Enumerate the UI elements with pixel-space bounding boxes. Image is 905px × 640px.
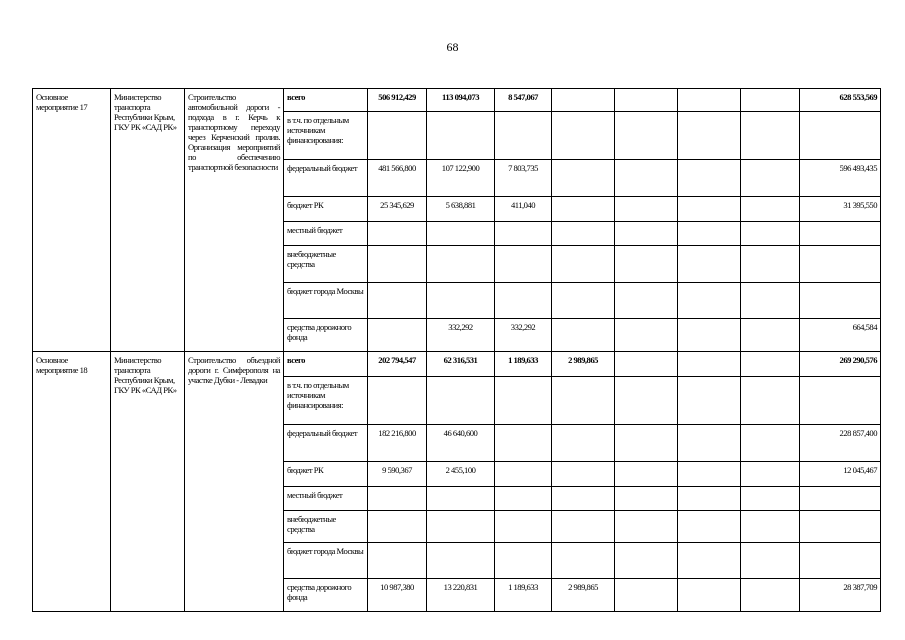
value-col-5 — [615, 425, 678, 462]
value-col-6 — [678, 222, 741, 246]
value-col-7 — [741, 197, 800, 222]
category-extrabudget: внебюджетные средства — [284, 246, 368, 283]
value-col-7 — [741, 222, 800, 246]
category-total: всего — [284, 352, 368, 377]
value-col-4 — [552, 543, 615, 579]
value-col-1 — [368, 246, 427, 283]
value-col-7 — [741, 160, 800, 197]
value-col-1: 25 345,629 — [368, 197, 427, 222]
value-col-7 — [741, 283, 800, 319]
value-col-2 — [427, 511, 495, 543]
category-local: местный бюджет — [284, 487, 368, 511]
value-col-4 — [552, 377, 615, 425]
value-col-3 — [495, 246, 552, 283]
value-col-5 — [615, 246, 678, 283]
value-col-2: 5 638,881 — [427, 197, 495, 222]
value-col-3: 411,040 — [495, 197, 552, 222]
value-col-6 — [678, 352, 741, 377]
category-breakdown: в т.ч. по отдельным источникам финансирования: — [284, 377, 368, 425]
category-extrabudget: внебюджетные средства — [284, 511, 368, 543]
value-col-1 — [368, 222, 427, 246]
value-col-2 — [427, 487, 495, 511]
value-col-5 — [615, 160, 678, 197]
value-col-3 — [495, 377, 552, 425]
value-total: 664,584 — [800, 319, 881, 352]
value-total: 12 045,467 — [800, 462, 881, 487]
event-description: Строительство объездной дороги г. Симферополя на участке Дубки - Левадки — [185, 352, 284, 612]
value-col-2 — [427, 377, 495, 425]
value-col-5 — [615, 283, 678, 319]
value-col-2: 2 455,100 — [427, 462, 495, 487]
value-col-6 — [678, 462, 741, 487]
value-col-7 — [741, 89, 800, 112]
table-row — [33, 352, 881, 377]
value-col-6 — [678, 89, 741, 112]
value-col-3: 1 189,633 — [495, 579, 552, 612]
budget-table — [32, 88, 881, 612]
value-col-1 — [368, 319, 427, 352]
value-col-4 — [552, 222, 615, 246]
value-total: 269 290,576 — [800, 352, 881, 377]
value-col-1: 182 216,800 — [368, 425, 427, 462]
value-col-1 — [368, 511, 427, 543]
value-col-7 — [741, 511, 800, 543]
value-col-6 — [678, 579, 741, 612]
value-col-6 — [678, 487, 741, 511]
value-col-5 — [615, 579, 678, 612]
value-col-1 — [368, 377, 427, 425]
value-total — [800, 112, 881, 160]
value-col-2: 113 094,073 — [427, 89, 495, 112]
value-col-3: 8 547,067 — [495, 89, 552, 112]
value-col-6 — [678, 319, 741, 352]
value-col-4 — [552, 89, 615, 112]
category-rk: бюджет РК — [284, 197, 368, 222]
value-col-2 — [427, 543, 495, 579]
value-col-6 — [678, 246, 741, 283]
value-col-3 — [495, 462, 552, 487]
event-executor: Министерство транспорта Республики Крым, ГКУ РК «САД РК» — [111, 352, 185, 612]
value-col-5 — [615, 377, 678, 425]
value-col-3 — [495, 487, 552, 511]
value-col-3: 7 803,735 — [495, 160, 552, 197]
value-total: 628 553,569 — [800, 89, 881, 112]
event-description: Строительство автомобильной дороги - подхода в г. Керчь к транспортному переходу через Керченский пролив. Организация мероприятий по обеспечению транспортной безопасности — [185, 89, 284, 352]
value-col-2 — [427, 112, 495, 160]
value-col-4 — [552, 425, 615, 462]
event-name: Основное мероприятие 18 — [33, 352, 111, 612]
value-total: 31 395,550 — [800, 197, 881, 222]
value-col-4 — [552, 283, 615, 319]
value-col-4: 2 989,865 — [552, 352, 615, 377]
value-col-6 — [678, 197, 741, 222]
value-col-5 — [615, 487, 678, 511]
value-col-7 — [741, 487, 800, 511]
value-total — [800, 543, 881, 579]
value-col-4: 2 989,865 — [552, 579, 615, 612]
category-breakdown: в т.ч. по отдельным источникам финансирования: — [284, 112, 368, 160]
value-col-4 — [552, 246, 615, 283]
value-col-3 — [495, 511, 552, 543]
value-col-5 — [615, 319, 678, 352]
category-rk: бюджет РК — [284, 462, 368, 487]
value-col-4 — [552, 197, 615, 222]
value-col-6 — [678, 283, 741, 319]
value-col-6 — [678, 160, 741, 197]
value-col-5 — [615, 112, 678, 160]
value-col-6 — [678, 112, 741, 160]
value-col-2 — [427, 283, 495, 319]
value-col-7 — [741, 579, 800, 612]
value-col-5 — [615, 543, 678, 579]
value-col-1: 506 912,429 — [368, 89, 427, 112]
value-col-2: 13 220,831 — [427, 579, 495, 612]
value-col-4 — [552, 160, 615, 197]
value-col-6 — [678, 377, 741, 425]
value-col-6 — [678, 511, 741, 543]
value-col-6 — [678, 543, 741, 579]
value-col-7 — [741, 462, 800, 487]
value-col-5 — [615, 462, 678, 487]
value-col-2: 332,292 — [427, 319, 495, 352]
value-total: 228 857,400 — [800, 425, 881, 462]
value-col-4 — [552, 112, 615, 160]
value-col-5 — [615, 89, 678, 112]
category-total: всего — [284, 89, 368, 112]
value-col-4 — [552, 487, 615, 511]
value-col-1 — [368, 112, 427, 160]
value-total — [800, 377, 881, 425]
value-col-2: 62 316,531 — [427, 352, 495, 377]
category-road-fund: средства дорожного фонда — [284, 579, 368, 612]
value-col-4 — [552, 462, 615, 487]
value-col-1: 9 590,367 — [368, 462, 427, 487]
category-road-fund: средства дорожного фонда — [284, 319, 368, 352]
page-number: 68 — [446, 40, 459, 54]
value-col-5 — [615, 197, 678, 222]
value-col-3 — [495, 112, 552, 160]
event-executor: Министерство транспорта Республики Крым, ГКУ РК «САД РК» — [111, 89, 185, 352]
value-total: 596 493,435 — [800, 160, 881, 197]
value-total: 28 387,709 — [800, 579, 881, 612]
value-col-2 — [427, 222, 495, 246]
category-federal: федеральный бюджет — [284, 425, 368, 462]
value-total — [800, 487, 881, 511]
category-local: местный бюджет — [284, 222, 368, 246]
value-col-3 — [495, 543, 552, 579]
value-col-7 — [741, 425, 800, 462]
event-name: Основное мероприятие 17 — [33, 89, 111, 352]
value-col-1 — [368, 487, 427, 511]
value-total — [800, 246, 881, 283]
value-col-5 — [615, 352, 678, 377]
value-col-7 — [741, 112, 800, 160]
value-col-1: 202 794,547 — [368, 352, 427, 377]
value-col-4 — [552, 319, 615, 352]
value-col-1 — [368, 543, 427, 579]
category-moscow: бюджет города Москвы — [284, 543, 368, 579]
value-col-2 — [427, 246, 495, 283]
value-col-2: 107 122,900 — [427, 160, 495, 197]
table-row — [33, 89, 881, 112]
category-moscow: бюджет города Москвы — [284, 283, 368, 319]
value-col-4 — [552, 511, 615, 543]
value-col-7 — [741, 246, 800, 283]
value-col-1: 481 566,800 — [368, 160, 427, 197]
value-col-7 — [741, 352, 800, 377]
value-col-5 — [615, 511, 678, 543]
value-col-7 — [741, 319, 800, 352]
value-col-3: 1 189,633 — [495, 352, 552, 377]
value-col-6 — [678, 425, 741, 462]
value-col-1 — [368, 283, 427, 319]
value-col-7 — [741, 377, 800, 425]
value-total — [800, 222, 881, 246]
category-federal: федеральный бюджет — [284, 160, 368, 197]
value-col-3 — [495, 283, 552, 319]
value-total — [800, 283, 881, 319]
value-col-3 — [495, 222, 552, 246]
value-col-1: 10 987,380 — [368, 579, 427, 612]
value-col-7 — [741, 543, 800, 579]
value-total — [800, 511, 881, 543]
value-col-3 — [495, 425, 552, 462]
value-col-5 — [615, 222, 678, 246]
value-col-3: 332,292 — [495, 319, 552, 352]
value-col-2: 46 640,600 — [427, 425, 495, 462]
